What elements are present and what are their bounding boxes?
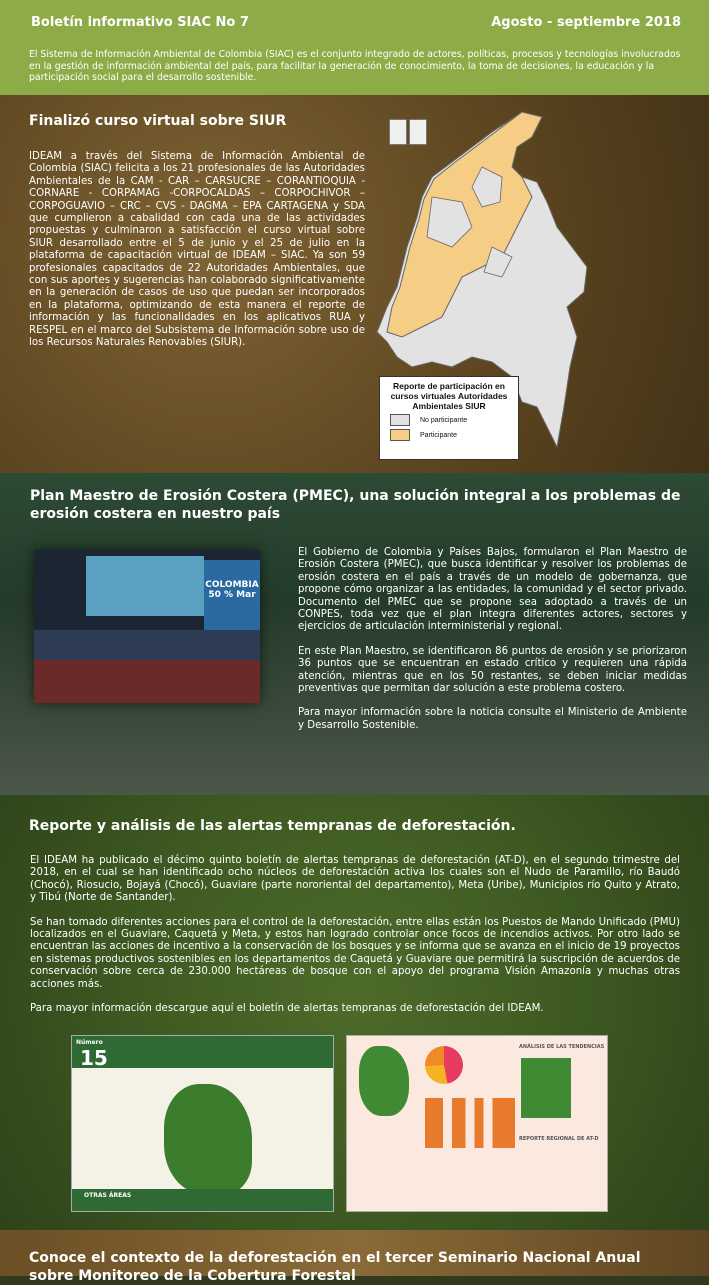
- paragraph: El Gobierno de Colombia y Países Bajos, formularon el Plan Maestro de Erosión Costera (PMEC), que busca identificar y resolver los problemas de erosión costera en el país a través de un modelo de gobernanza, que propone cómo organizar a las entidades, la comunidad y el sector privado. Documento del PMEC que se propone sea adoptado a través de un CONPES, toda vez que el plan integra diferentes actores, sectores y ejercicios de articulación interministerial y regional.: [298, 547, 687, 633]
- legend-swatch: [390, 429, 410, 441]
- bulletin-poster-back[interactable]: [346, 1035, 608, 1212]
- section-seminar: [0, 1230, 709, 1284]
- section-title[interactable]: Reporte y análisis de las alertas tempranas de deforestación.: [29, 818, 516, 834]
- audience-chairs: [34, 660, 260, 703]
- newsletter-description: El Sistema de Información Ambiental de Colombia (SIAC) es el conjunto integrado de actores, políticas, procesos y tecnologías involucrados en la gestión de información ambiental del país, para facilitar la generación de conocimiento, la toma de decisiones, la educación y la participación social para el desarrollo sostenible.: [29, 49, 681, 84]
- paragraph: El IDEAM ha publicado el décimo quinto boletín de alertas tempranas de deforestación (AT-D), en el segundo trimestre del 2018, en el cual se han identificado ocho núcleos de deforestación activa los cuales son el Nudo de Paramillo, río Baudó (Chocó), Riosucio, Bojayá (Chocó), Guaviare (parte nororiental del departamento), Meta (Uribe), Municipios río Quito y Atrato, y Tibú (Norte de Santander).: [30, 855, 680, 904]
- poster-donut-chart: [425, 1046, 463, 1084]
- poster-footer-label: OTRAS ÁREAS: [84, 1192, 132, 1199]
- section-deforestation-alerts: [0, 795, 709, 1230]
- poster-header-band: [72, 1036, 333, 1068]
- legend-title: Reporte de participación en cursos virtuales Autoridades Ambientales SIUR: [390, 381, 508, 411]
- newsletter-date: Agosto - septiembre 2018: [491, 15, 681, 30]
- poster-regional-heading: REPORTE REGIONAL DE AT-D: [519, 1136, 599, 1142]
- section-body: [298, 547, 687, 744]
- poster-number: 15: [80, 1046, 108, 1070]
- section-body: IDEAM a través del Sistema de Información Ambiental de Colombia (SIAC) felicita a los 21 profesionales de las Autoridades Ambientales de la CAM - CAR – CARSUCRE – CORANTIOQUIA - CORNARE - CORPAMAG -CORPOCALDAS – CORPOCHIVOR – CORPOGUAVIO – CRC – CVS - DAGMA – EPA CARTAGENA y SDA que cumplieron a cabalidad con cada una de las actividades propuestas y culminaron a satisfacción el curso virtual sobre SIUR desarrollado entre el 5 de junio y el 25 de julio en la plataforma de capacitación virtual de IDEAM – SIAC. Ya son 59 profesionales capacitados de 22 Autoridades Ambientales, que con sus aportes y sugerencias han colaborado significativamente en la generación de casos de uso que puedan ser incorporados en la plataforma, optimizando de esta manera el reporte de información y las funcionalidades en los aplicativos RUA y RESPEL en el marco del Subsistema de Información sobre uso de los Recursos Naturales Renovables (SIUR).: [29, 151, 365, 349]
- poster-analysis-heading: ANÁLISIS DE LAS TENDENCIAS: [519, 1044, 605, 1050]
- newsletter-title: Boletín informativo SIAC No 7: [31, 15, 249, 30]
- section-title[interactable]: Plan Maestro de Erosión Costera (PMEC), una solución integral a los problemas de erosión costera en nuestro país: [30, 488, 681, 522]
- projection-screen: [86, 556, 204, 616]
- legend-item-participante: [390, 429, 518, 441]
- newsletter-header: [0, 0, 709, 95]
- section-title[interactable]: Finalizó curso virtual sobre SIUR: [29, 113, 287, 129]
- legend-swatch: [390, 414, 410, 426]
- section-title[interactable]: Conoce el contexto de la deforestación en el tercer Seminario Nacional Anual sobre Monitoreo de la Cobertura Forestal: [29, 1250, 641, 1284]
- legend-label: No participante: [420, 416, 468, 424]
- legend-label: Participante: [420, 431, 457, 439]
- banner-colombia: COLOMBIA 50 % Mar: [204, 560, 260, 640]
- section-siur-course: [0, 95, 709, 473]
- stage: [34, 630, 260, 660]
- section-pmec: [0, 473, 709, 795]
- section-body: [30, 855, 680, 1027]
- poster-bar-chart: [425, 1098, 515, 1148]
- paragraph: Se han tomado diferentes acciones para el control de la deforestación, entre ellas están los Puestos de Mando Unificado (PMU) localizados en el Guaviare, Caquetá y Meta, y estos han logrado controlar once focos de incendios activos. Por otro lado se encuentran las acciones de incentivo a la conservación de los bosques y se informa que se avanza en el inicio de 19 proyectos en sistemas productivos sostenibles en los departamentos de Caquetá y Guaviare que permitirá la suscripción de acuerdos de conservación sobre cerca de 230.000 hectáreas de bosque con el apoyo del programa Visión Amazonía y muchas otras acciones más.: [30, 916, 680, 990]
- legend-item-no-participante: [390, 414, 518, 426]
- poster-footer: [72, 1189, 333, 1211]
- event-photo: [34, 550, 260, 703]
- poster-map: [164, 1084, 252, 1194]
- paragraph: En este Plan Maestro, se identificaron 86 puntos de erosión y se priorizaron 36 puntos que se encuentran en estado crítico y requieren una rápida atención, mientras que en los 50 restantes, se deben iniciar medidas preventivas que permitan dar solución a este problema costero.: [298, 645, 687, 695]
- paragraph-download-link[interactable]: Para mayor información descargue aquí el boletín de alertas tempranas de deforestación del IDEAM.: [30, 1003, 544, 1015]
- map-legend: [379, 376, 519, 460]
- poster-trend-map: [521, 1058, 571, 1118]
- bulletin-poster-front[interactable]: [71, 1035, 334, 1212]
- poster-number-label: Número: [76, 1039, 103, 1046]
- poster-map: [359, 1046, 409, 1116]
- paragraph-more-info-link[interactable]: Para mayor información sobre la noticia consulte el Ministerio de Ambiente y Desarrollo Sostenible.: [298, 707, 687, 731]
